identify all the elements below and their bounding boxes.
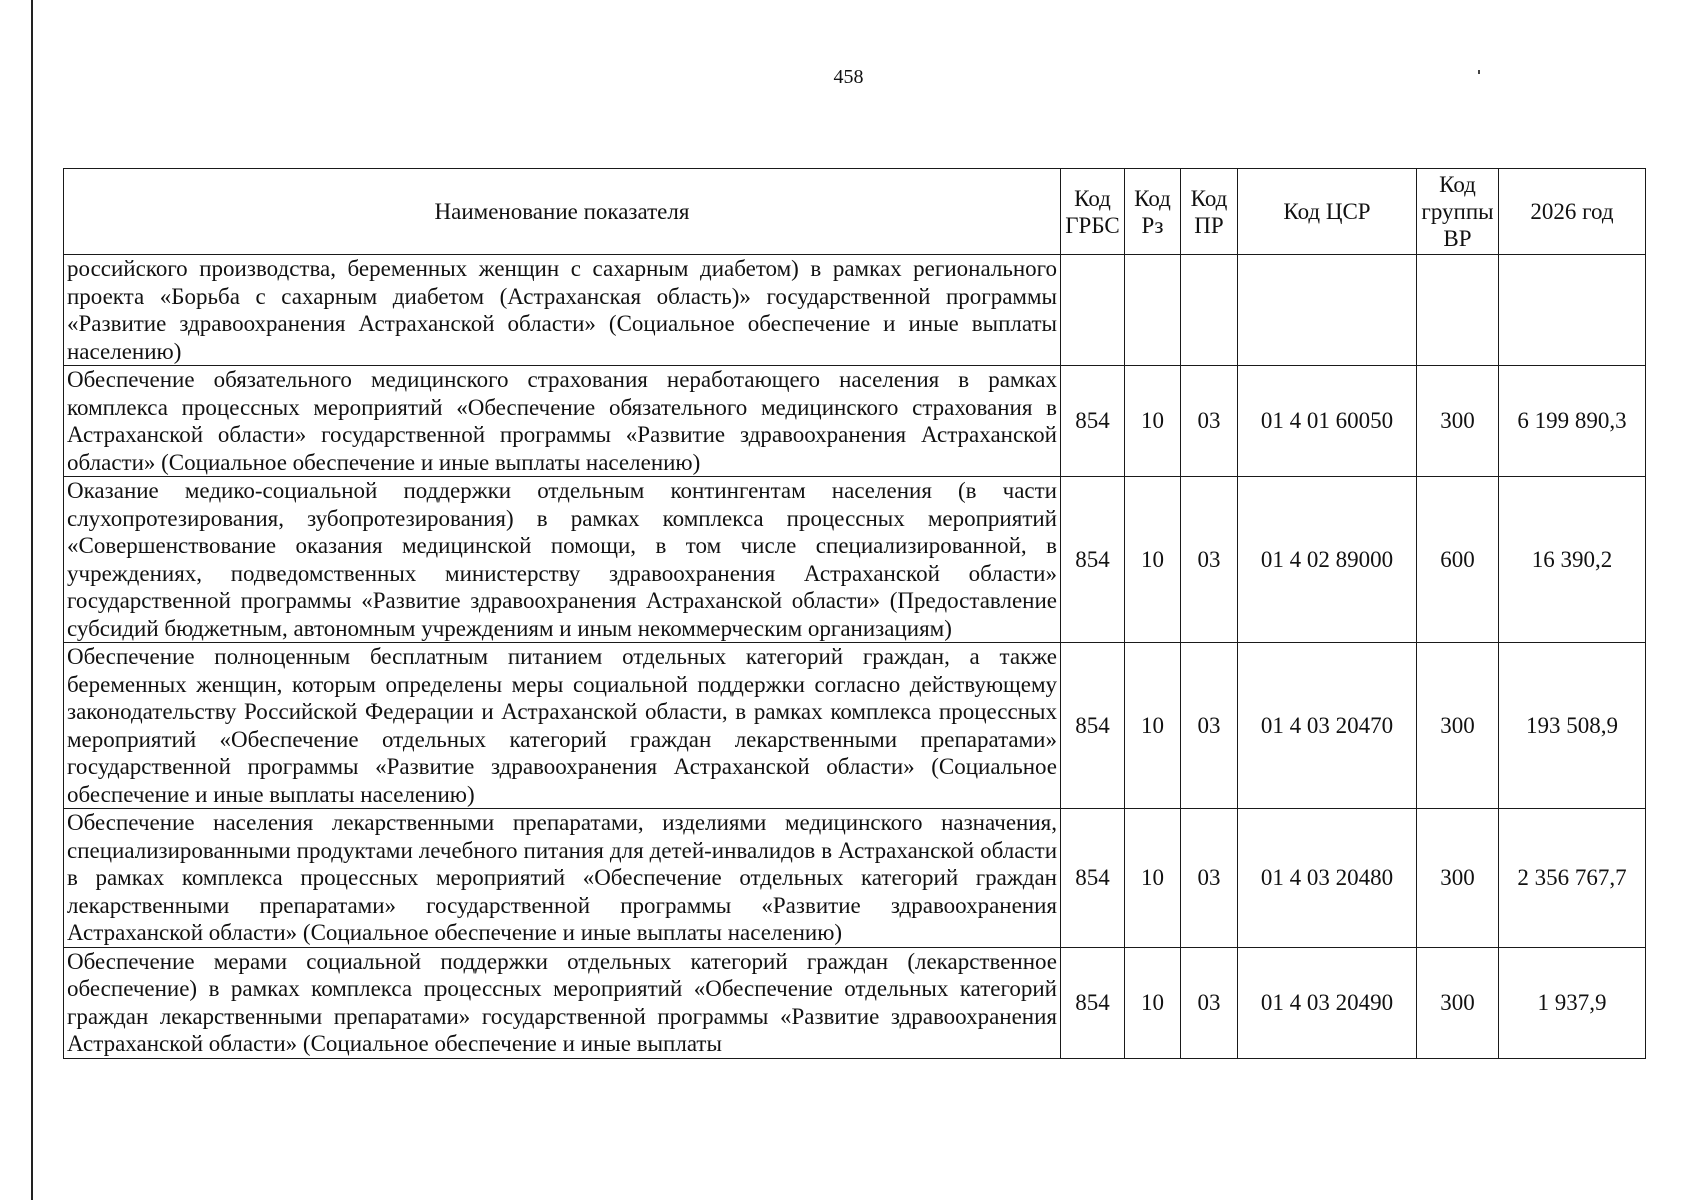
table-header-row: [64, 169, 1646, 255]
row-vr: 300: [1417, 643, 1499, 809]
header-csr: [1238, 169, 1417, 255]
row-rz: 10: [1125, 947, 1181, 1058]
budget-table: [63, 168, 1646, 1059]
row-amount: 1 937,9: [1499, 947, 1646, 1058]
row-vr: [1417, 255, 1499, 366]
row-amount: 193 508,9: [1499, 643, 1646, 809]
row-vr: 300: [1417, 947, 1499, 1058]
row-pr: 03: [1181, 643, 1238, 809]
row-pr: 03: [1181, 809, 1238, 948]
row-name: Обеспечение полноценным бесплатным питанием отдельных категорий граждан, а также беременных женщин, которым определены меры социальной поддержки согласно действующему законодательству Российской Федерации и Астраханской области, в рамках комплекса процессных мероприятий «Обеспечение отдельных категорий граждан лекарственными препаратами» государственной программы «Развитие здравоохранения Астраханской области» (Социальное обеспечение и иные выплаты населению): [64, 643, 1061, 809]
row-rz: 10: [1125, 366, 1181, 477]
row-pr: 03: [1181, 477, 1238, 643]
header-pr-line-2: ПР: [1194, 212, 1224, 238]
row-vr: 300: [1417, 809, 1499, 948]
row-vr: 300: [1417, 366, 1499, 477]
row-csr: [1238, 255, 1417, 366]
row-amount: [1499, 255, 1646, 366]
header-vr: [1417, 169, 1499, 255]
row-name: Обеспечение мерами социальной поддержки отдельных категорий граждан (лекарственное обеспечение) в рамках комплекса процессных мероприятий «Обеспечение отдельных категорий граждан лекарственными препаратами» государственной программы «Развитие здравоохранения Астраханской области» (Социальное обеспечение и иные выплаты: [64, 947, 1061, 1058]
row-grbs: 854: [1061, 366, 1125, 477]
header-rz-line-2: Рз: [1141, 212, 1164, 238]
row-pr: 03: [1181, 366, 1238, 477]
table-row: [64, 477, 1646, 643]
row-grbs: 854: [1061, 947, 1125, 1058]
table-row: [64, 947, 1646, 1058]
header-rz: [1125, 169, 1181, 255]
row-name: Обеспечение населения лекарственными препаратами, изделиями медицинского назначения, специализированными продуктами лечебного питания для детей-инвалидов в Астраханской области в рамках комплекса процессных мероприятий «Обеспечение отдельных категорий граждан лекарственными препаратами» государственной программы «Развитие здравоохранения Астраханской области» (Социальное обеспечение и иные выплаты населению): [64, 809, 1061, 948]
header-rz-line-1: Код: [1134, 185, 1171, 211]
row-amount: 6 199 890,3: [1499, 366, 1646, 477]
row-amount: 16 390,2: [1499, 477, 1646, 643]
row-pr: 03: [1181, 947, 1238, 1058]
header-year-label: 2026 год: [1530, 198, 1614, 224]
table-row: [64, 366, 1646, 477]
header-vr-line-1: Код: [1439, 172, 1476, 197]
row-rz: 10: [1125, 477, 1181, 643]
row-name: Обеспечение обязательного медицинского страхования неработающего населения в рамках комплекса процессных мероприятий «Обеспечение обязательного медицинского страхования в Астраханской области» государственной программы «Развитие здравоохранения Астраханской области» (Социальное обеспечение и иные выплаты населению): [64, 366, 1061, 477]
header-vr-line-2: группы: [1421, 199, 1494, 224]
row-csr: 01 4 03 20470: [1238, 643, 1417, 809]
header-pr: [1181, 169, 1238, 255]
header-grbs: [1061, 169, 1125, 255]
table-row: [64, 255, 1646, 366]
table-row: [64, 643, 1646, 809]
header-csr-label: Код ЦСР: [1283, 198, 1371, 224]
row-name: Оказание медико-социальной поддержки отдельным контингентам населения (в части слухопротезирования, зубопротезирования) в рамках комплекса процессных мероприятий «Совершенствование оказания медицинской помощи, в том числе специализированной, в учреждениях, подведомственных министерству здравоохранения Астраханской области» государственной программы «Развитие здравоохранения Астраханской области» (Предоставление субсидий бюджетным, автономным учреждениям и иным некоммерческим организациям): [64, 477, 1061, 643]
row-vr: 600: [1417, 477, 1499, 643]
row-csr: 01 4 01 60050: [1238, 366, 1417, 477]
header-year: [1499, 169, 1646, 255]
row-amount: 2 356 767,7: [1499, 809, 1646, 948]
row-grbs: 854: [1061, 477, 1125, 643]
page-number: 458: [833, 66, 864, 88]
row-rz: [1125, 255, 1181, 366]
header-name: [64, 169, 1061, 255]
row-csr: 01 4 03 20490: [1238, 947, 1417, 1058]
row-pr: [1181, 255, 1238, 366]
header-name-label: Наименование показателя: [434, 198, 690, 224]
row-grbs: 854: [1061, 809, 1125, 948]
table-row: [64, 809, 1646, 948]
row-rz: 10: [1125, 643, 1181, 809]
header-grbs-line-1: Код: [1074, 185, 1111, 211]
row-csr: 01 4 03 20480: [1238, 809, 1417, 948]
row-grbs: [1061, 255, 1125, 366]
header-vr-line-3: ВР: [1443, 226, 1472, 251]
scan-speck: [1478, 70, 1480, 74]
row-rz: 10: [1125, 809, 1181, 948]
header-grbs-line-2: ГРБС: [1065, 212, 1120, 238]
row-grbs: 854: [1061, 643, 1125, 809]
binding-edge-line: [31, 0, 33, 1200]
row-csr: 01 4 02 89000: [1238, 477, 1417, 643]
header-pr-line-1: Код: [1190, 185, 1228, 211]
row-name: российского производства, беременных женщин с сахарным диабетом) в рамках регионального проекта «Борьба с сахарным диабетом (Астраханская область)» государственной программы «Развитие здравоохранения Астраханской области» (Социальное обеспечение и иные выплаты населению): [64, 255, 1061, 366]
